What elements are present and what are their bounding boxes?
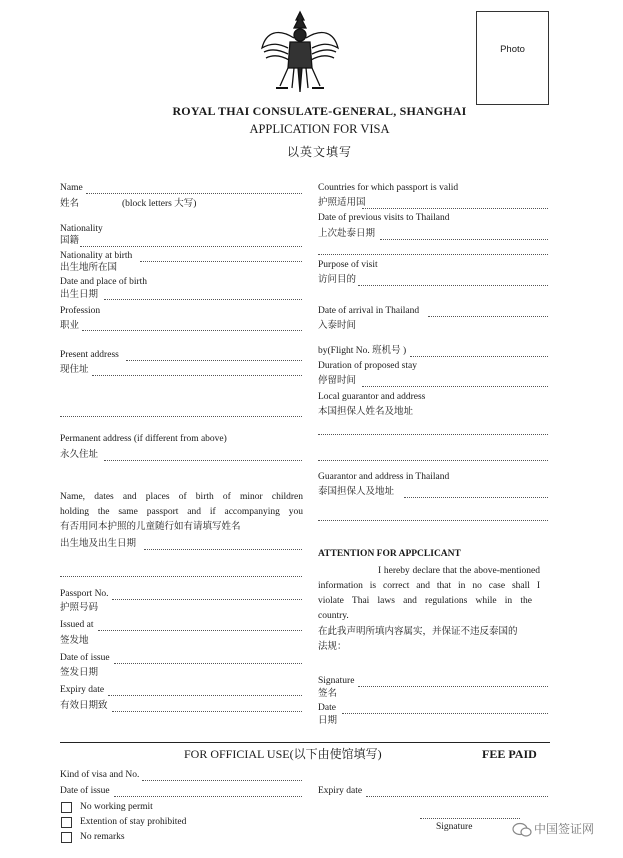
- official-signature-field[interactable]: [420, 818, 520, 819]
- label-present-address-cn: 现住址: [60, 365, 89, 375]
- declare-cn-1: 在此我声明所填内容属实，并保证不违反泰国的: [318, 627, 518, 637]
- label-passport-no-cn: 护照号码: [60, 603, 99, 613]
- official-date-issue-field[interactable]: [114, 796, 302, 797]
- label-name: Name: [60, 183, 83, 193]
- label-issued-at: Issued at: [60, 620, 94, 630]
- purpose-field[interactable]: [358, 285, 548, 286]
- guarantor-thai-line2[interactable]: [318, 520, 548, 521]
- label-no-work: No working permit: [80, 802, 153, 812]
- minor-line2[interactable]: [60, 576, 302, 577]
- guarantor-thai-field[interactable]: [404, 497, 548, 498]
- label-guarantor-thai-cn: 泰国担保人及地址: [318, 487, 395, 497]
- local-guarantor-line2[interactable]: [318, 460, 548, 461]
- label-nationality-cn: 国籍: [60, 236, 80, 246]
- flight-field[interactable]: [410, 356, 548, 357]
- label-date-place-cn: 出生日期: [60, 290, 99, 300]
- issued-at-field[interactable]: [98, 630, 302, 631]
- declare-line-2: information is correct and that in no case shall I: [318, 581, 540, 591]
- date-issue-field[interactable]: [114, 663, 302, 664]
- nat-birth-field[interactable]: [140, 261, 302, 262]
- declare-line-3: violate Thai laws and regulations while in the: [318, 596, 532, 606]
- label-permanent-address: Permanent address (if different from above): [60, 434, 227, 444]
- label-nationality: Nationality: [60, 224, 103, 234]
- local-guarantor-line1[interactable]: [318, 434, 548, 435]
- label-arrival-cn: 入泰时间: [318, 321, 357, 331]
- countries-field[interactable]: [362, 208, 548, 209]
- label-kind-visa: Kind of visa and No.: [60, 770, 140, 780]
- form-title: APPLICATION FOR VISA: [249, 122, 390, 136]
- label-nat-birth: Nationality at birth: [60, 251, 133, 261]
- label-duration-cn: 停留时间: [318, 376, 357, 386]
- present-address-field[interactable]: [126, 360, 302, 361]
- declare-line-1: I hereby declare that the above-mentioned: [378, 566, 540, 576]
- label-date-place: Date and place of birth: [60, 277, 148, 287]
- official-title: FOR OFFICIAL USE(以下由使馆填写): [184, 747, 382, 761]
- label-minor-2: holding the same passport and if accompanying you: [60, 507, 303, 517]
- passport-no-field[interactable]: [112, 599, 302, 600]
- label-purpose: Purpose of visit: [318, 260, 378, 270]
- label-extention: Extention of stay prohibited: [80, 817, 187, 827]
- prev-visits-field[interactable]: [380, 239, 548, 240]
- label-official-date-issue: Date of issue: [60, 786, 110, 796]
- present-address-line3[interactable]: [60, 416, 302, 417]
- permanent-address-field[interactable]: [104, 460, 302, 461]
- form-subtitle: 以英文填写: [286, 145, 352, 159]
- fee-paid-label: FEE PAID: [482, 747, 537, 761]
- kind-visa-field[interactable]: [142, 780, 302, 781]
- label-signature-cn: 签名: [318, 689, 338, 699]
- label-duration: Duration of proposed stay: [318, 361, 417, 371]
- label-date-cn: 日期: [318, 716, 338, 726]
- photo-box: [476, 11, 549, 105]
- declare-line-4: country.: [318, 611, 349, 621]
- label-official-expiry: Expiry date: [318, 786, 363, 796]
- minor-field[interactable]: [144, 549, 302, 550]
- declare-cn-2: 法规：: [318, 642, 347, 652]
- signature-field[interactable]: [358, 686, 548, 687]
- label-permanent-address-cn: 永久住址: [60, 450, 99, 460]
- label-countries-cn: 护照适用国: [318, 198, 366, 208]
- extention-checkbox[interactable]: [61, 817, 72, 828]
- label-issued-at-cn: 签发地: [60, 636, 89, 646]
- label-present-address: Present address: [60, 350, 119, 360]
- official-expiry-field[interactable]: [366, 796, 548, 797]
- label-prev-visits: Date of previous visits to Thailand: [318, 213, 450, 223]
- no-work-checkbox[interactable]: [61, 802, 72, 813]
- watermark-logo-icon: [512, 822, 532, 838]
- duration-field[interactable]: [362, 386, 548, 387]
- label-guarantor-thai: Guarantor and address in Thailand: [318, 472, 450, 482]
- label-minor-cn-1: 有否用同本护照的儿童随行如有请填写姓名: [60, 522, 241, 532]
- expiry-line2[interactable]: [112, 711, 302, 712]
- label-profession: Profession: [60, 306, 101, 316]
- label-no-remarks: No remarks: [80, 832, 125, 842]
- label-local-guarantor-cn: 本国担保人姓名及地址: [318, 407, 414, 417]
- label-nat-birth-cn: 出生地所在国: [60, 263, 118, 273]
- attention-heading: ATTENTION FOR APPCLICANT: [318, 549, 461, 559]
- label-local-guarantor: Local guarantor and address: [318, 392, 426, 402]
- watermark-text: 中国签证网: [534, 822, 595, 836]
- label-prev-visits-cn: 上次赴泰日期: [318, 229, 376, 239]
- arrival-field[interactable]: [428, 316, 548, 317]
- official-divider: [60, 742, 550, 743]
- label-signature: Signature: [318, 676, 355, 686]
- label-expiry: Expiry date: [60, 685, 105, 695]
- label-name-cn: 姓名: [60, 199, 80, 209]
- no-remarks-checkbox[interactable]: [61, 832, 72, 843]
- profession-field[interactable]: [82, 330, 302, 331]
- label-date-issue-cn: 签发日期: [60, 668, 99, 678]
- label-passport-no: Passport No.: [60, 589, 109, 599]
- garuda-emblem-icon: [258, 8, 342, 98]
- label-expiry-cn: 有效日期致: [60, 701, 108, 711]
- label-profession-cn: 职业: [60, 321, 80, 331]
- label-minor-1: Name, dates and places of birth of minor children: [60, 492, 303, 502]
- prev-visits-line2[interactable]: [318, 254, 548, 255]
- label-countries: Countries for which passport is valid: [318, 183, 459, 193]
- consulate-name: ROYAL THAI CONSULATE-GENERAL, SHANGHAI: [172, 104, 467, 118]
- present-address-line2[interactable]: [92, 375, 302, 376]
- label-minor-cn-2: 出生地及出生日期: [60, 539, 137, 549]
- label-flight: by(Flight No. 班机号 ): [318, 346, 407, 356]
- label-date: Date: [318, 703, 336, 713]
- date-field[interactable]: [342, 713, 548, 714]
- name-field[interactable]: [86, 193, 302, 194]
- label-official-signature: Signature: [436, 822, 473, 832]
- date-place-field[interactable]: [104, 299, 302, 300]
- label-date-issue: Date of issue: [60, 653, 110, 663]
- label-purpose-cn: 访问目的: [318, 275, 357, 285]
- nationality-field[interactable]: [80, 246, 302, 247]
- label-block-letters: (block letters 大写): [122, 199, 197, 209]
- expiry-field[interactable]: [108, 695, 302, 696]
- photo-label: Photo: [500, 44, 525, 55]
- label-arrival: Date of arrival in Thailand: [318, 306, 420, 316]
